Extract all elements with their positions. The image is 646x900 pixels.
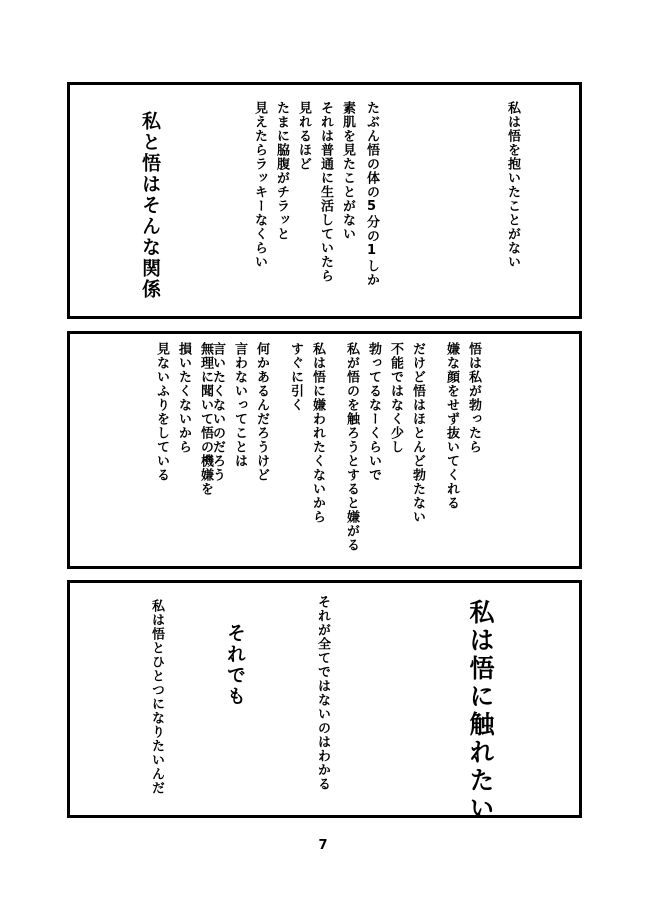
text-column: 悟は私が勃ったら bbox=[466, 342, 481, 454]
emphasis-column: 私は悟に触れたい bbox=[466, 599, 495, 823]
text-column: 勃ってるなーくらいで bbox=[366, 342, 381, 482]
panel-3 bbox=[67, 580, 582, 823]
panel-1 bbox=[67, 82, 582, 319]
text-column: たまに脇腹がチラッと bbox=[274, 101, 289, 241]
emphasis-column: それでも bbox=[224, 623, 246, 707]
text-column: だけど悟はほとんど勃たない bbox=[410, 342, 425, 524]
text-column: 見れるほど bbox=[296, 101, 311, 171]
text-column: それが全てではないのはわかる bbox=[315, 595, 330, 791]
text-column: 言わないってことは bbox=[232, 342, 247, 468]
page-number: 7 bbox=[318, 838, 328, 853]
text-column: 私は悟とひとつになりたいんだ bbox=[149, 599, 164, 795]
text-column: 嫌な顔をせず抜いてくれる bbox=[444, 342, 459, 510]
text-column: たぶん悟の体の5分の1しか bbox=[364, 101, 379, 287]
text-column: 言いたくないのだろう bbox=[210, 342, 225, 482]
emphasis-column: 私と悟はそんな関係 bbox=[139, 111, 161, 300]
text-column: 私が悟のを触ろうとすると嫌がる bbox=[344, 342, 359, 552]
text-column: 損いたくないから bbox=[176, 342, 191, 454]
text-column: それは普通に生活していたら bbox=[318, 101, 333, 283]
text-column: 見ないふりをしている bbox=[154, 342, 169, 482]
text-column: 不能ではなく少し bbox=[388, 342, 403, 454]
text-column: すぐに引く bbox=[288, 342, 303, 412]
panel-2 bbox=[67, 331, 582, 569]
text-column: 素肌を見たことがない bbox=[340, 101, 355, 241]
text-column: 私は悟を抱いたことがない bbox=[505, 101, 520, 269]
text-column: 私は悟に嫌われたくないから bbox=[310, 342, 325, 524]
text-column: 無理に聞いて悟の機嫌を bbox=[198, 342, 213, 496]
text-column: 見えたらラッキーなくらい bbox=[252, 101, 267, 269]
text-column: 何かあるんだろうけど bbox=[254, 342, 269, 482]
